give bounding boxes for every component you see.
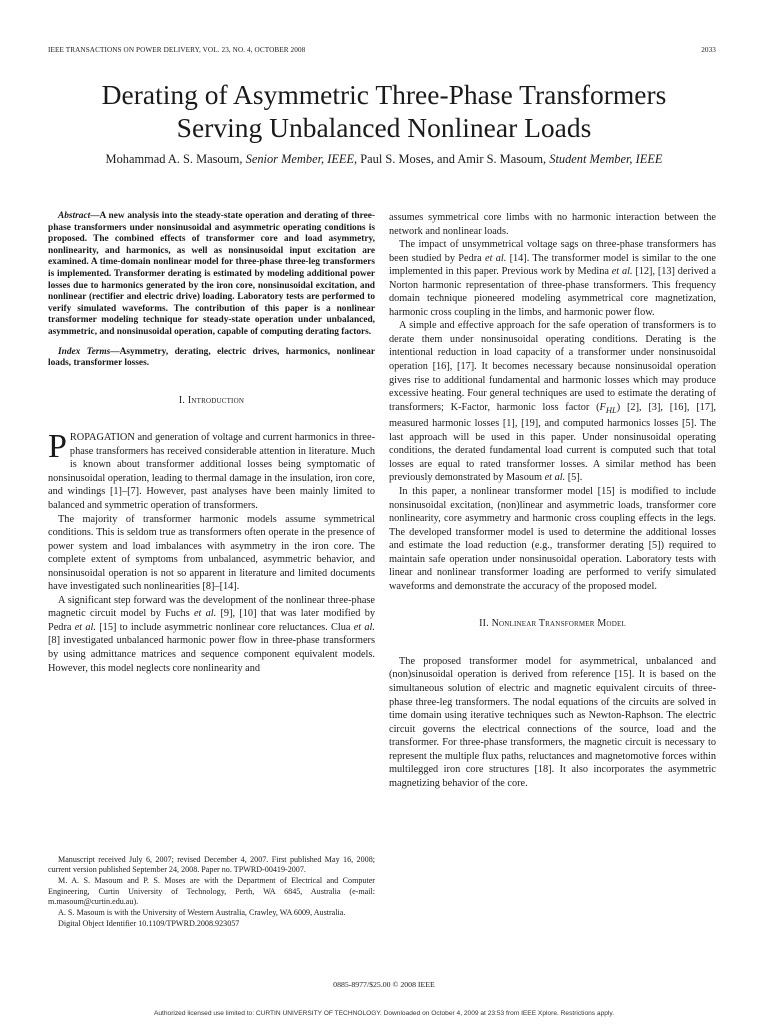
model-paragraph-1: The proposed transformer model for asymmetrical, unbalanced and (non)sinusoidal operation is derived from reference [15]. It is based on the simultaneous solution of electric and magnetic equivalent circuits of three-phase three-leg transformers. The nodal equations of the circuits are solved in time domain using iterative techniques such as Newton-Raphson. The electric circuit governs the electrical connections of the source, load and the transformer. For three-phase transformers, the magnetic circuit is necessary to represent the multiple flux paths, reluctances and magnetomotive forces within multilegged iron core structures [18]. It also incorporates the asymmetric magnetizing behavior of the core. — [389, 655, 716, 789]
footnotes — [48, 855, 375, 930]
et-al: et al. — [544, 472, 566, 484]
text-run: [12], [13] derived a Norton harmonic representation of three-phase transformers. This frequency domain technique pioneered modeling asymmetrical core magnetization, harmonic cross coupling in the limbs, and harmonic power flow. — [389, 266, 716, 318]
author-list — [0, 152, 768, 167]
intro-paragraph-3-continued: assumes symmetrical core limbs with no harmonic interaction between the network and nonlinear loads. — [389, 212, 716, 237]
text-run: ) [2], [3], [16], [17], measured harmonic losses [1], [19], and computed harmonics losses [5]. The last approach will be used in this paper. Under nonsinusoidal operating conditions, the derated fundamental load current is computed such that total losses are equal to rated transformer losses. A similar method has been previously demonstrated by Masoum — [389, 401, 716, 484]
footnote-affiliation-1: M. A. S. Masoum and P. S. Moses are with the Department of Electrical and Computer Engineering, Curtin University of Technology, Perth, WA 6845, Australia (e-mail: m.masoum@curtin.edu.au). — [48, 876, 375, 906]
index-terms-text: —Asymmetry, derating, electric drives, harmonics, nonlinear loads, transformer losses. — [48, 346, 375, 369]
author-2-3: Paul S. Moses, and Amir S. Masoum, — [360, 152, 547, 166]
intro-paragraph-3 — [48, 594, 375, 675]
text-run: [15] to include asymmetric nonlinear core reluctances. Clua — [95, 621, 354, 633]
text-run: [8] investigated unbalanced harmonic power flow in three-phase transformers by using admittance matrices and sequence component equivalent models. However, this model neglects core nonlinearity and — [48, 635, 375, 674]
abstract — [48, 211, 375, 339]
intro-paragraph-1 — [48, 428, 375, 512]
math-symbol: F — [599, 401, 606, 413]
journal-name: IEEE TRANSACTIONS ON POWER DELIVERY, VOL. 23, NO. 4, OCTOBER 2008 — [48, 46, 306, 54]
footnote-manuscript: Manuscript received July 6, 2007; revised December 4, 2007. First published May 16, 2008; current version published September 24, 2008. Paper no. TPWRD-00419-2007. — [48, 855, 375, 875]
authorized-use-notice: Authorized licensed use limited to: CURTIN UNIVERSITY OF TECHNOLOGY. Downloaded on October 4, 2009 at 23:53 from IEEE Xplore. Restrictions apply. — [153, 1010, 615, 1017]
section-heading-model — [389, 617, 716, 631]
section-heading-introduction — [48, 394, 375, 408]
drop-cap: P — [48, 428, 67, 466]
author-3-membership: Student Member, IEEE — [549, 152, 663, 166]
page-number: 2033 — [701, 46, 716, 54]
text-run: A significant step forward was the development of the nonlinear three-phase magnetic circuit model by Fuchs — [48, 594, 375, 620]
footnote-affiliation-2: A. S. Masoum is with the University of Western Australia, Crawley, WA 6009, Australia. — [58, 908, 346, 918]
section-title: Nonlinear Transformer Model — [491, 618, 626, 630]
author-1: Mohammad A. S. Masoum, — [105, 152, 243, 166]
section-number: I. — [178, 394, 186, 406]
left-column — [48, 211, 375, 675]
intro-paragraph-4 — [389, 238, 716, 319]
title-line-1: Derating of Asymmetric Three-Phase Transformers — [101, 79, 667, 110]
right-column — [389, 211, 716, 790]
index-terms-label: Index Terms — [58, 346, 111, 357]
author-1-membership: Senior Member, IEEE, — [245, 152, 358, 166]
abstract-label: Abstract — [58, 211, 91, 221]
et-al: et al. — [353, 621, 375, 633]
text-run: [14]. The transformer model is similar to the one implemented in this paper. Previous work by Medina — [389, 252, 716, 278]
math-subscript: HL — [605, 404, 617, 415]
et-al: et al. — [611, 266, 633, 278]
paper-title — [0, 78, 768, 144]
copyright-line: 0885-8977/$25.00 © 2008 IEEE — [333, 980, 435, 989]
intro-paragraph-5 — [389, 319, 716, 485]
index-terms — [48, 347, 375, 370]
section-title: Introduction — [187, 394, 245, 406]
text-run: [9], [10] that was later modified by Pedra — [48, 608, 376, 633]
text-run: The impact of unsymmetrical voltage sags on three-phase transformers has been studied by Pedra — [389, 239, 716, 264]
intro-paragraph-6: In this paper, a nonlinear transformer model [15] is modified to include nonsinusoidal excitation, (non)linear and asymmetric loads, transformer core nonlinearity, core asymmetry and harmonic cross coupling effects in the legs. The developed transformer model is used to determine the additional losses and estimate the load reduction (e.g., transformer derating [5]) required to maintain safe operation under nonsinusoidal operation. Laboratory tests with linear and nonlinear transformer loading are performed to verify simulated waveforms and demonstrate the accuracy of the proposed model. — [389, 485, 716, 592]
et-al: et al. — [485, 252, 507, 264]
text-run: A simple and effective approach for the safe operation of transformers is to derate them under nonsinusoidal operating conditions. Derating is the intentional reduction in load capacity of a transformer under nonsinusoidal operation [16], [17]. It becomes necessary because nonsinusoidal operation gives rise to additional fundamental and harmonic losses which may produce excessive heating. Four general techniques are used to estimate the derating of transformers; K-Factor, harmonic loss factor ( — [389, 320, 716, 413]
title-line-2: Serving Unbalanced Nonlinear Loads — [176, 112, 592, 143]
abstract-text: —A new analysis into the steady-state operation and derating of three-phase transformers under nonsinusoidal and asymmetric operating conditions is proposed. The combined effects of transformer core and load asymmetry, nonlinearity, and harmonics, as well as nonsinusoidal input excitation are examined. A time-domain nonlinear model for three-phase three-leg transformers is implemented. Transformer derating is estimated by modeling additional power losses due to harmonics generated by the iron core, nonsinusoidal excitation, and nonlinear (rectifier and electric drive) loading. Laboratory tests are performed to verify simulated waveforms. The contribution of this paper is a nonlinear transformer modeling technique for steady-state operation under unbalanced, asymmetric, and nonsinusoidal operation, capable of computing derating factors. — [48, 211, 375, 337]
section-number: II. — [479, 618, 489, 630]
text-run: [5]. — [565, 472, 583, 484]
intro-paragraph-1-text: ROPAGATION and generation of voltage and current harmonics in three-phase transformers has received considerable attention in literature. Much is known about transformer additional losses being symptomatic of nonsinusoidal operation, leading to thermal damage in the insulation, iron core, and windings [1]–[7]. However, past analyses have been mainly limited to balanced and symmetric operation of transformers. — [48, 432, 375, 511]
et-al: et al. — [74, 621, 96, 633]
intro-paragraph-2: The majority of transformer harmonic models assume symmetrical conditions. This is seldom true as transformers often operate in the presence of power system and load imbalances with asymmetry in the iron core. The complete extent of symptoms from unbalanced, asymmetric behavior, and nonsinusoidal operation is not so apparent in literature and limited documents have investigated such nonlinearities [8]–[14]. — [48, 513, 375, 593]
footnote-doi: Digital Object Identifier 10.1109/TPWRD.2008.923057 — [58, 919, 240, 929]
running-header — [48, 46, 716, 54]
et-al: et al. — [193, 608, 217, 620]
